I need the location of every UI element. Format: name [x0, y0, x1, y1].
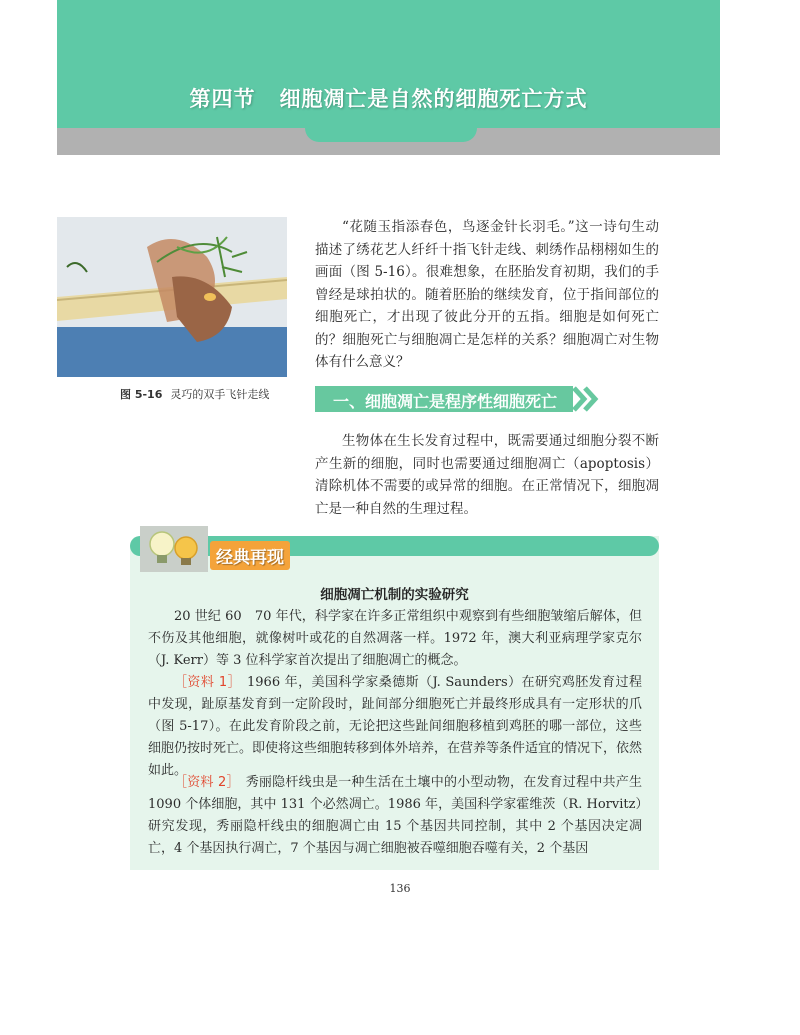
double-chevron-icon — [572, 386, 600, 412]
section-title — [57, 83, 720, 113]
page-number: 136 — [389, 882, 411, 895]
material-2-paragraph — [148, 772, 642, 860]
section-heading-bar — [315, 386, 573, 412]
section-title-text: 细胞凋亡是自然的细胞死亡方式 — [279, 87, 588, 111]
classic-box-title: 细胞凋亡机制的实验研究 — [320, 587, 469, 603]
lightbulb-icon — [144, 528, 204, 570]
figure-caption-text: 灵巧的双手飞针走线 — [170, 388, 270, 401]
material-1-paragraph — [148, 672, 642, 782]
material-1-text: 1966 年，美国科学家桑德斯（J. Saunders）在研究鸡胚发育过程中发现，趾原基发育到一定阶段时，趾间部分细胞死亡并最终形成具有一定形状的爪（图 5-17）。在此发育阶段之前，无论把这些趾间细胞移植到鸡胚的哪一部位，这些细胞仍按时死亡。即使将这些细胞转移到体外培养，在营养等条件适宜的情况下，依然如此。 — [148, 675, 643, 778]
material-2-tag: ［资料 2］ — [174, 775, 240, 790]
header-tab-decoration — [305, 128, 477, 142]
section-paragraph: 生物体在生长发育过程中，既需要通过细胞分裂不断产生新的细胞，同时也需要通过细胞凋亡（apoptosis）清除机体不需要的或异常的细胞。在正常情况下，细胞凋亡是一种自然的生理过程。 — [315, 433, 659, 517]
classic-intro-paragraph: 20 世纪 60 70 年代，科学家在许多正常组织中观察到有些细胞皱缩后解体，但不伤及其他细胞，就像树叶或花的自然凋落一样。1972 年，澳大利亚病理学家克尔（J. Kerr）等 3 位科学家首次提出了细胞凋亡的概念。 — [148, 609, 642, 668]
classic-box-label: 经典再现 — [210, 541, 290, 570]
section-number: 第四节 — [189, 87, 256, 111]
embroidery-photo — [57, 217, 287, 377]
embroidery-illustration — [57, 217, 287, 377]
material-1-tag: ［资料 1］ — [174, 675, 242, 690]
material-2-text: 秀丽隐杆线虫是一种生活在土壤中的小型动物，在发育过程中共产生 1090 个体细胞，其中 131 个必然凋亡。1986 年，美国科学家霍维茨（R. Horvitz）研究发现，秀丽隐杆线虫的细胞凋亡由 15 个基因共同控制，其中 2 个基因决定凋亡，4 个基因执行凋亡，7 个基因与凋亡细胞被吞噬细胞吞噬有关，2 个基因 — [148, 775, 642, 856]
intro-paragraph: “花随玉指添春色，鸟逐金针长羽毛。”这一诗句生动描述了绣花艺人纤纤十指飞针走线、刺绣作品栩栩如生的画面（图 5-16）。很难想象，在胚胎发育初期，我们的手曾经是球拍状的。随着胚胎的继续发育，位于指间部位的细胞死亡，才出现了彼此分开的五指。细胞是如何死亡的？细胞死亡与细胞凋亡是怎样的关系？细胞凋亡对生物体有什么意义？ — [315, 219, 659, 370]
figure-label: 图 5-16 — [120, 388, 163, 401]
chapter-header — [57, 0, 720, 128]
figure-caption — [120, 386, 269, 402]
section-heading: 一、细胞凋亡是程序性细胞死亡 — [333, 392, 558, 411]
